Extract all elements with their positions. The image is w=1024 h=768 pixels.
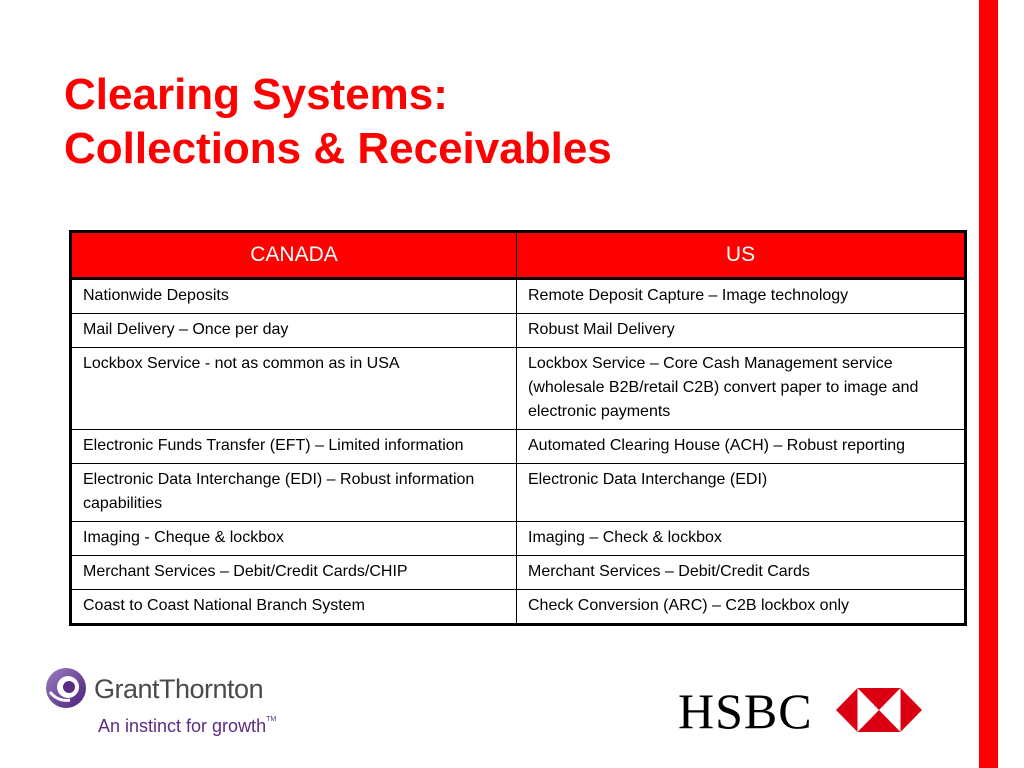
- table-row: [71, 430, 966, 464]
- canada-cell: Electronic Funds Transfer (EFT) – Limited information: [71, 430, 517, 464]
- slide-title-line-2: Collections & Receivables: [64, 124, 612, 173]
- canada-cell: Lockbox Service - not as common as in USA: [71, 348, 517, 430]
- us-cell: Remote Deposit Capture – Image technology: [517, 279, 966, 314]
- us-cell: Merchant Services – Debit/Credit Cards: [517, 556, 966, 590]
- slide-title: [64, 68, 612, 176]
- table-row: [71, 556, 966, 590]
- us-cell: Automated Clearing House (ACH) – Robust reporting: [517, 430, 966, 464]
- slide-title-line-1: Clearing Systems:: [64, 70, 448, 119]
- us-cell: Check Conversion (ARC) – C2B lockbox only: [517, 590, 966, 625]
- table-row: [71, 314, 966, 348]
- table-row: [71, 590, 966, 625]
- us-cell: Robust Mail Delivery: [517, 314, 966, 348]
- table-row: [71, 464, 966, 522]
- canada-cell: Imaging - Cheque & lockbox: [71, 522, 517, 556]
- hsbc-wordmark: HSBC: [678, 683, 813, 739]
- trademark-mark: TM: [266, 716, 277, 723]
- table-header-row: [71, 232, 966, 279]
- comparison-table: [69, 230, 967, 626]
- us-cell: Lockbox Service – Core Cash Management service (wholesale B2B/retail C2B) convert paper to image and electronic payments: [517, 348, 966, 430]
- us-cell: Electronic Data Interchange (EDI): [517, 464, 966, 522]
- table-row: [71, 279, 966, 314]
- grant-thornton-tagline: [98, 716, 276, 737]
- grant-thornton-logo: [44, 666, 277, 746]
- grant-thornton-wordmark: GrantThornton: [94, 674, 264, 704]
- column-header-canada: CANADA: [71, 232, 517, 279]
- us-cell: Imaging – Check & lockbox: [517, 522, 966, 556]
- canada-cell: Mail Delivery – Once per day: [71, 314, 517, 348]
- hsbc-hexagon-icon: [836, 688, 922, 732]
- canada-cell: Merchant Services – Debit/Credit Cards/CHIP: [71, 556, 517, 590]
- grant-thornton-tagline-text: An instinct for growth: [98, 716, 267, 736]
- right-accent-bar: [979, 0, 998, 768]
- canada-cell: Electronic Data Interchange (EDI) – Robust information capabilities: [71, 464, 517, 522]
- table-row: [71, 522, 966, 556]
- grant-thornton-swirl-icon: [44, 666, 88, 710]
- canada-cell: Nationwide Deposits: [71, 279, 517, 314]
- column-header-us: US: [517, 232, 966, 279]
- canada-cell: Coast to Coast National Branch System: [71, 590, 517, 625]
- hsbc-logo: [678, 683, 928, 742]
- table-row: [71, 348, 966, 430]
